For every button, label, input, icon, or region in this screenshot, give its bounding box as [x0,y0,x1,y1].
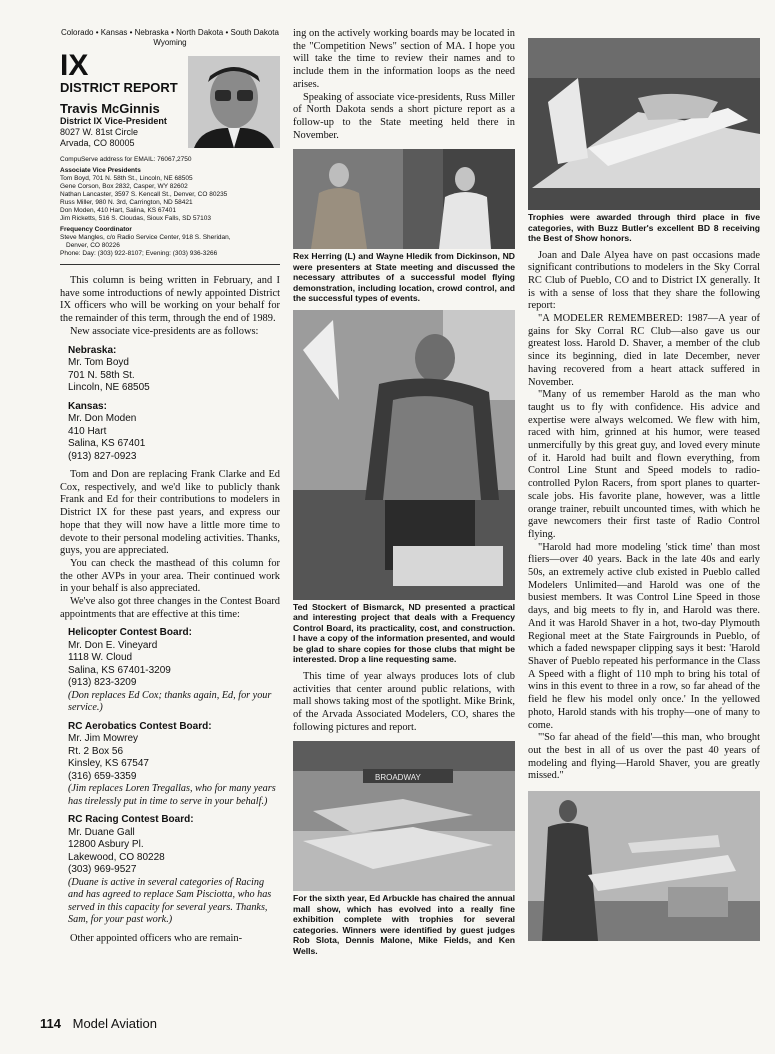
photo-caption: Trophies were awarded through third place in five categories, with Buzz Butler's excellent BD 8 receiving the Best of Show honors. [528,212,760,243]
avp-heading: Associate Vice Presidents [60,167,141,174]
avp-list: Tom Boyd, 701 N. 58th St., Lincoln, NE 68505 Gene Corson, Box 2832, Casper, WY 82602 Nathan Lancaster, 3597 S. Kencall St., Denver, CO 80235 Russ Miller, 980 N. 3rd, Carrington, ND 58421 Don Moden, 410 Hart, Salina, KS 67401 Jim Ricketts, 516 S. Cloudas, Sioux Falls, SD 57103 [60,175,228,222]
vp-portrait-photo [188,56,280,148]
helicopter-board: Helicopter Contest Board: Mr. Don E. Vineyard 1118 W. Cloud Salina, KS 67401-3209 (913) 823-3209 (Don replaces Ed Cox; thanks again, Ed, for your service.) [68,627,272,714]
paragraph: We've also got three changes in the Contest Board appointments that are effective at this time: [60,596,280,620]
racing-board: RC Racing Contest Board: Mr. Duane Gall 12800 Asbury Pl. Lakewood, CO 80228 (303) 969-9527 (Duane is active in several categories of Racing and has agreed to replace Sam Pisciotta, who has served in this capacity for several years. Thanks, Sam, for your past work.) [68,814,272,926]
report-title: DISTRICT REPORT [60,80,178,95]
paragraph: You can check the masthead of this column for the other AVPs in your area. Their continued work in your behalf is also appreciated. [60,557,280,595]
nebraska-avp: Nebraska: Mr. Tom Boyd 701 N. 58th St. Lincoln, NE 68505 [68,344,150,394]
page-footer [40,1016,157,1031]
column-3 [528,28,760,941]
paragraph: Tom and Don are replacing Frank Clarke and Ed Cox, respectively, and we'd like to publicly thank Frank and Ed for their contributions to modelers in District IX for these past years, and express our hope that they will now have a little more time to devote to their personal modeling activities. Thanks, guys, you are appreciated. [60,469,280,557]
photo-caption: Ted Stockert of Bismarck, ND presented a practical and interesting project that deals with a Frequency Control Board, its practicality, cost, and construction. I have a copy of the information presented, and would be glad to share copies for those clubs that might be interested. Drop a line requesting same. [293,601,515,665]
photo-caption: Rex Herring (L) and Wayne Hledik from Dickinson, ND were presenters at State meeting and discussed the necessary attributes of a successful model flying demonstration, including location, crowd control, and the successful types of events. [293,251,515,304]
mall-show-photo [293,741,515,891]
states-line: Colorado • Kansas • Nebraska • North Dakota • South Dakota Wyoming [61,28,279,47]
paragraph: This column is being written in February, and I have some introductions of newly appointed District IX officers who will be working on your behalf for the remainder of this term, through the end of 1989. [60,275,280,325]
vp-name: Travis McGinnis [60,101,160,116]
column-2 [293,28,515,962]
masthead [60,28,280,148]
email-line: CompuServe address for EMAIL: 76067,2750 [60,156,192,163]
vp-title: District IX Vice-President [60,116,167,126]
kansas-avp: Kansas: Mr. Don Moden 410 Hart Salina, KS 67401 (913) 827-0923 [68,400,146,462]
magazine-name: Model Aviation [72,1016,157,1031]
freq-info: Steve Mangles, c/o Radio Service Center, 918 S. Sheridan, Denver, CO 80226 Phone: Day: (303) 922-8107; Evening: (303) 936-3266 [60,234,231,257]
mall-sign: BROADWAY [375,773,421,783]
district-number: IX [60,49,89,82]
column-1 [60,28,280,946]
paragraph: "'So far ahead of the field'—this man, who brought out the best in all of us over the past 40 years of modeling and flying—Harold Shaver, you are greatly missed." [528,732,760,782]
trophy-airplane-photo [528,38,760,210]
vp-city: Arvada, CO 80005 [60,138,135,148]
paragraph: Other appointed officers who are remain- [70,932,243,944]
paragraph: This time of year always produces lots of club activities that center around public relations, with mall shows taking most of the spotlight. Mike Brink, of the Arvada Associated Modelers, CO, shares the following pictures and report. [293,670,515,733]
paragraph: New associate vice-presidents are as follows: [70,325,259,337]
photo-caption: For the sixth year, Ed Arbuckle has chaired the annual mall show, which has evolved into a really fine exhibition complete with trophies for several categories. Winners were identified by guest judges Rob Slota, Dennis Malone, Mike Fields, and Ken Wells. [293,893,515,956]
page-number: 114 [40,1016,61,1031]
divider [60,264,280,265]
paragraph: Joan and Dale Alyea have on past occasions made significant contributions to modelers in the Sky Corral RC Club of Pueblo, CO and to District IX generally. It is with a sense of loss that they share the following report: [528,249,760,312]
aerobatics-board: RC Aerobatics Contest Board: Mr. Jim Mowrey Rt. 2 Box 56 Kinsley, KS 67547 (316) 659-3359 (Jim replaces Loren Tregallas, who for many years has tirelessly put in time to serve in your behalf.) [68,720,276,807]
harold-shaver-photo [528,791,760,941]
paragraph: Speaking of associate vice-presidents, Russ Miller of North Dakota sends a short picture report as a follow-up to the State meeting held there in November. [293,91,515,141]
presenters-photo [293,149,515,249]
paragraph: "A MODELER REMEMBERED: 1987—A year of gains for Sky Corral RC Club—also gave us our greatest loss. Harold D. Shaver, a member of the club since its beginning, died in late December, never having recovered from a heart attack suffered in November. [528,313,760,388]
frequency-board-photo [293,310,515,600]
paragraph: "Harold had more modeling 'stick time' than most fliers—over 40 years. Back in the late 40s and early 50s, an extremely active club existed in Pueblo called Modelers Unlimited—and Harold was one of the busiest members. It was Control Line Speed in those days, and big meets to fly in, and Harold was there. And it was Harold Shaver in a hot, two-day Plymouth Regional meet at the State Fairgrounds in Pueblo, of which a faded newspaper clipping says it best: 'Harold Shaver of Pueblo repeated his performance in the Class A Speed with a flight of 110 mph to bring his total of wins in this event to three in a row, so far ahead of the field he flew his model only once.' In the yellowed photo, Harold stands with his trophy—one of many to come. [528,541,760,731]
paragraph: ing on the actively working boards may be located in the "Competition News" section of MA. I hope you will take the time to review their names and to include them in the information loops as the need arises. [293,28,515,90]
freq-heading: Frequency Coordinator [60,226,132,233]
vp-street: 8027 W. 81st Circle [60,127,139,137]
paragraph: "Many of us remember Harold as the man who taught us to fly with confidence. His advice and expertise were always welcomed. We flew with him, raced with him, grinned at his humor, were teased unmercifully by this great guy, and loved every minute of it. Harold had built and flown everything, from Control Line Stunt and Speed models to radio-controlled Pylon Racers, from sport planes to quarter-scale jobs. His favorite plane, however, was a little orange trainer, rebuilt uncounted times, with which he gave newcomers their first taste of Radio Control flying. [528,389,760,540]
